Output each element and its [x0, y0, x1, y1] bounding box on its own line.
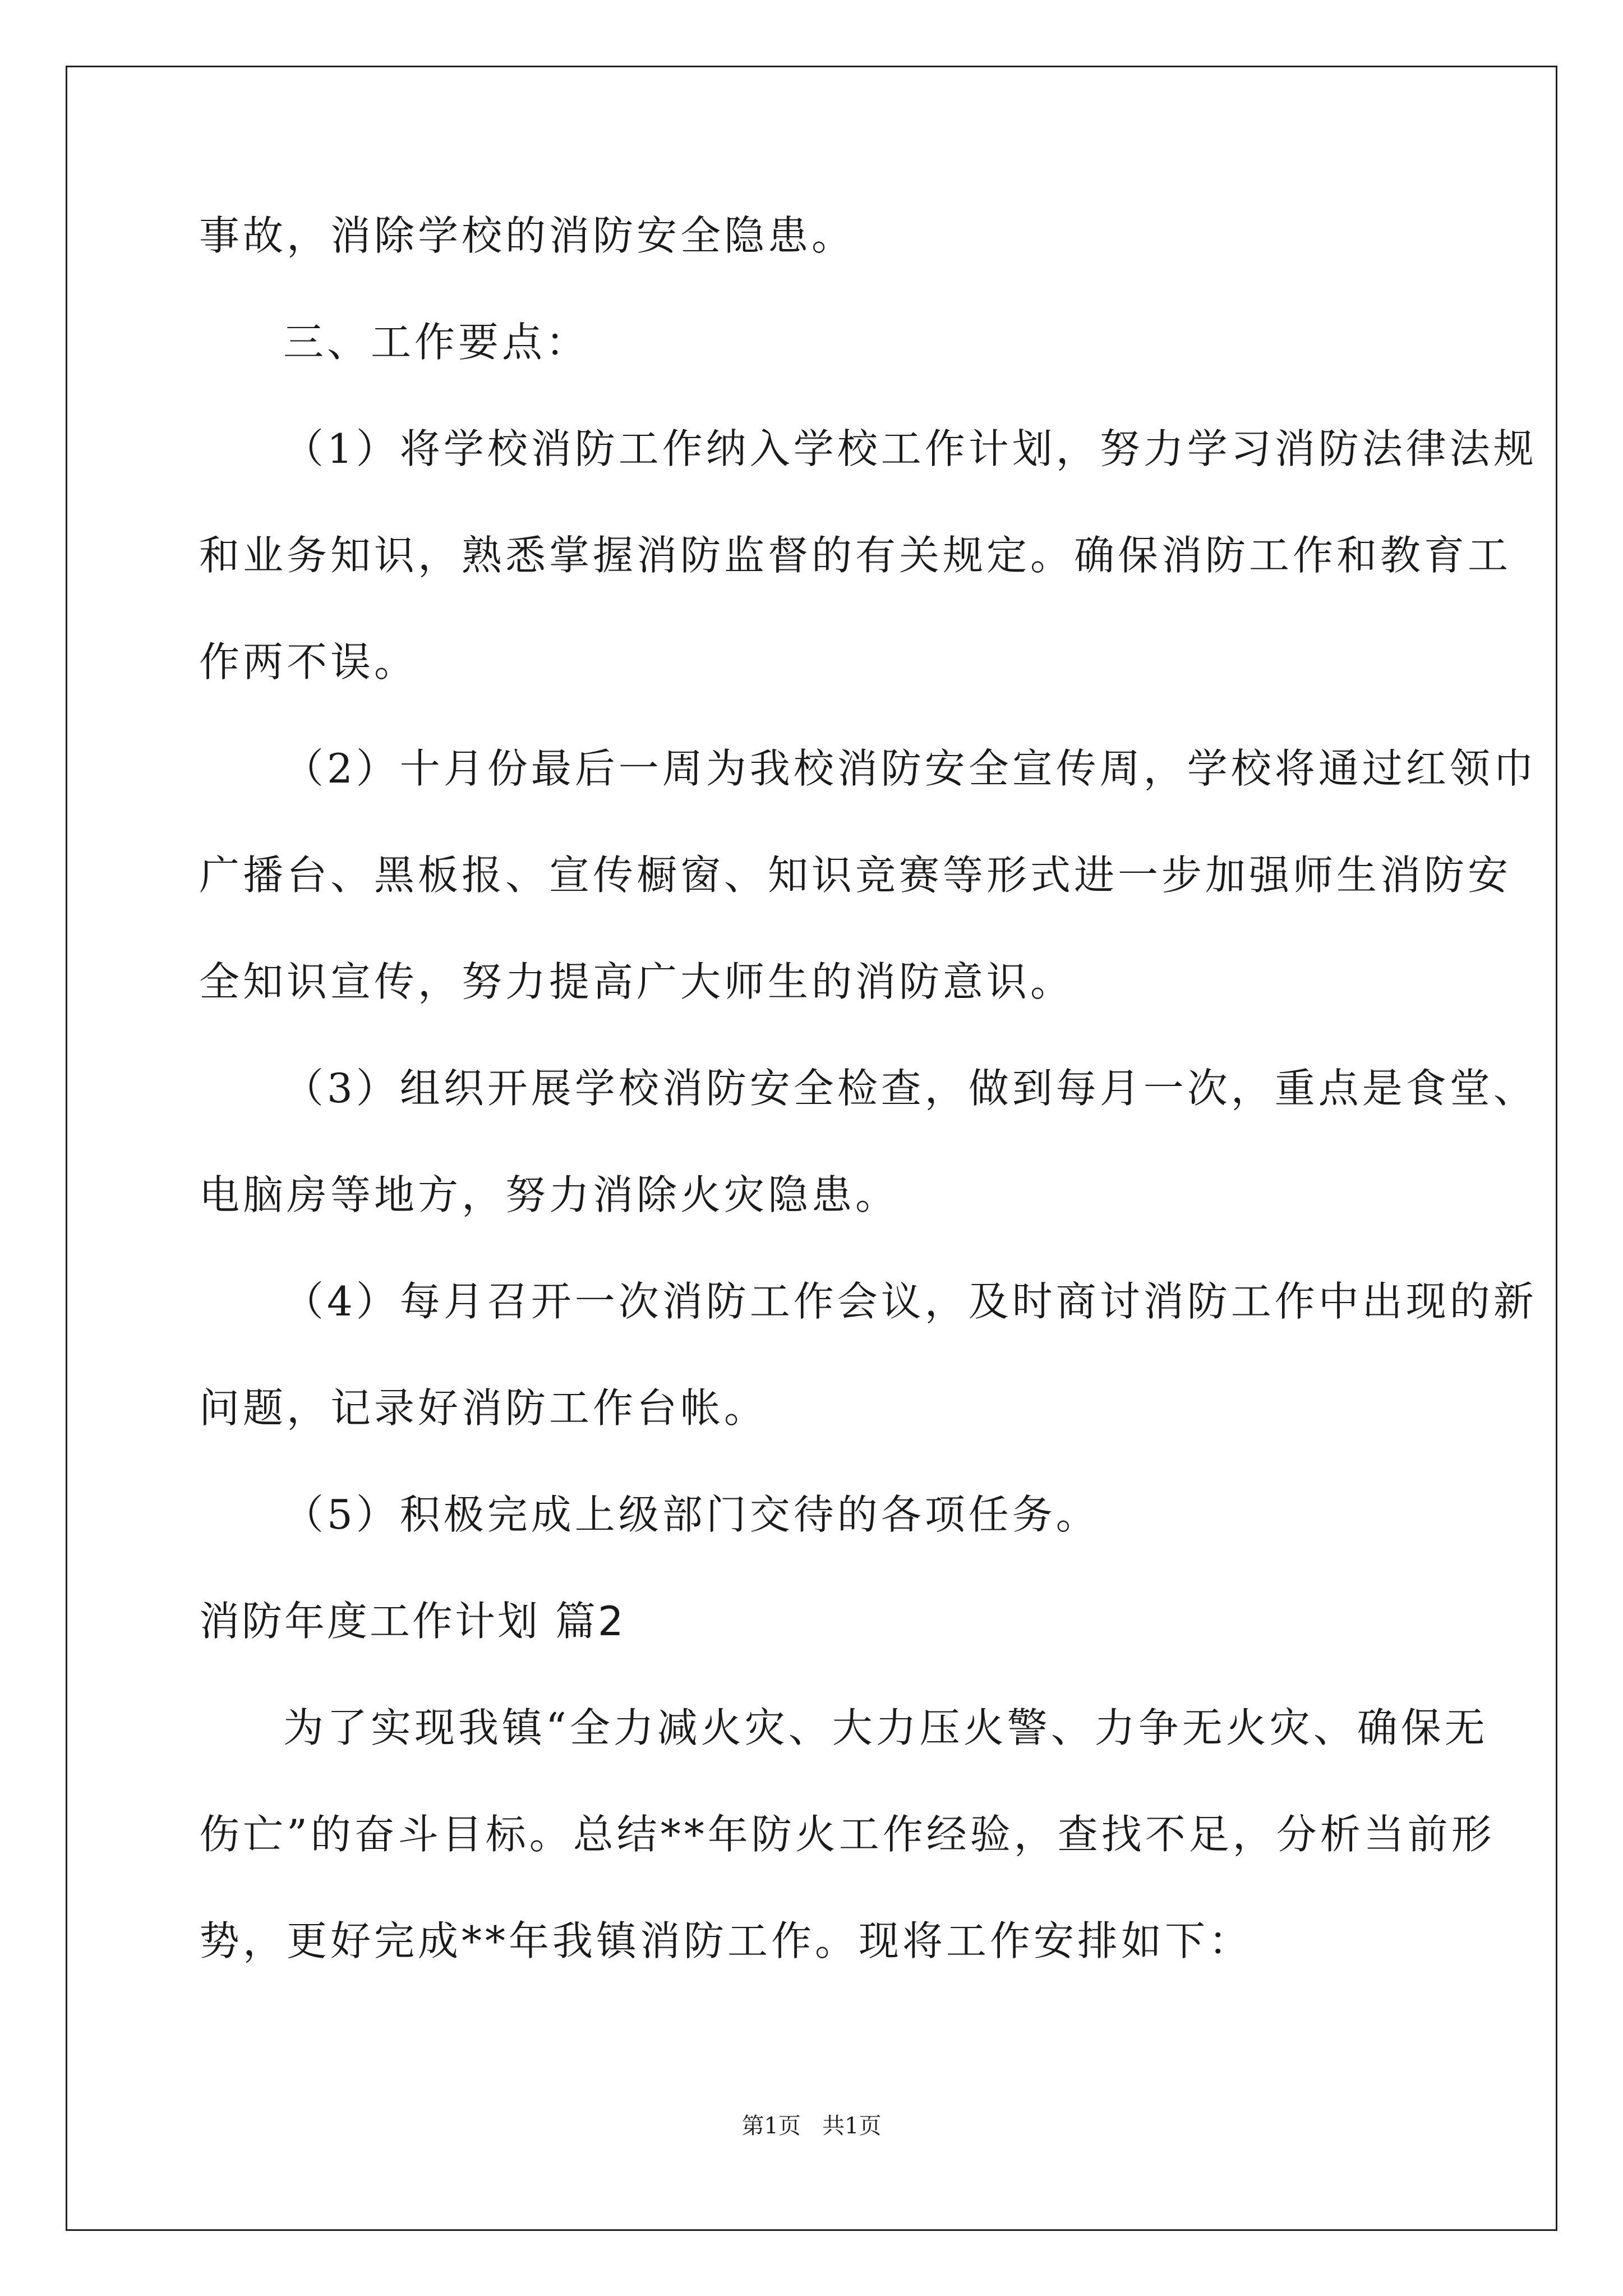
list-item-1-line: （1）将学校消防工作纳入学校工作计划，努力学习消防法律法规: [283, 425, 1537, 472]
body-line: 问题，记录好消防工作台帐。: [199, 1384, 768, 1432]
list-item-5-line: （5）积极完成上级部门交待的各项任务。: [283, 1491, 1100, 1538]
body-line: 伤亡”的奋斗目标。总结**年防火工作经验，查找不足，分析当前形: [199, 1811, 1495, 1858]
page-border: [66, 66, 1557, 2231]
body-line: 和业务知识，熟悉掌握消防监督的有关规定。确保消防工作和教育工: [199, 532, 1512, 579]
page-footer: 第1页 共1页: [741, 2113, 882, 2139]
article-heading: 消防年度工作计划 篇2: [199, 1598, 626, 1645]
body-line: 为了实现我镇“全力减火灾、大力压火警、力争无火灾、确保无: [283, 1704, 1488, 1751]
body-line: 事故，消除学校的消防安全隐患。: [199, 212, 856, 259]
body-line: 势，更好完成**年我镇消防工作。现将工作安排如下：: [199, 1917, 1253, 1964]
list-item-4-line: （4）每月召开一次消防工作会议，及时商讨消防工作中出现的新: [283, 1278, 1537, 1325]
body-line: 广播台、黑板报、宣传橱窗、知识竞赛等形式进一步加强师生消防安: [199, 852, 1512, 899]
list-item-2-line: （2）十月份最后一周为我校消防安全宣传周，学校将通过红领巾: [283, 745, 1537, 792]
body-line: 作两不误。: [199, 638, 418, 685]
body-line: 全知识宣传，努力提高广大师生的消防意识。: [199, 958, 1075, 1005]
section-heading: 三、工作要点：: [283, 319, 590, 366]
list-item-3-line: （3）组织开展学校消防安全检查，做到每月一次，重点是食堂、: [283, 1065, 1537, 1112]
body-line: 电脑房等地方，努力消除火灾隐患。: [199, 1171, 900, 1218]
